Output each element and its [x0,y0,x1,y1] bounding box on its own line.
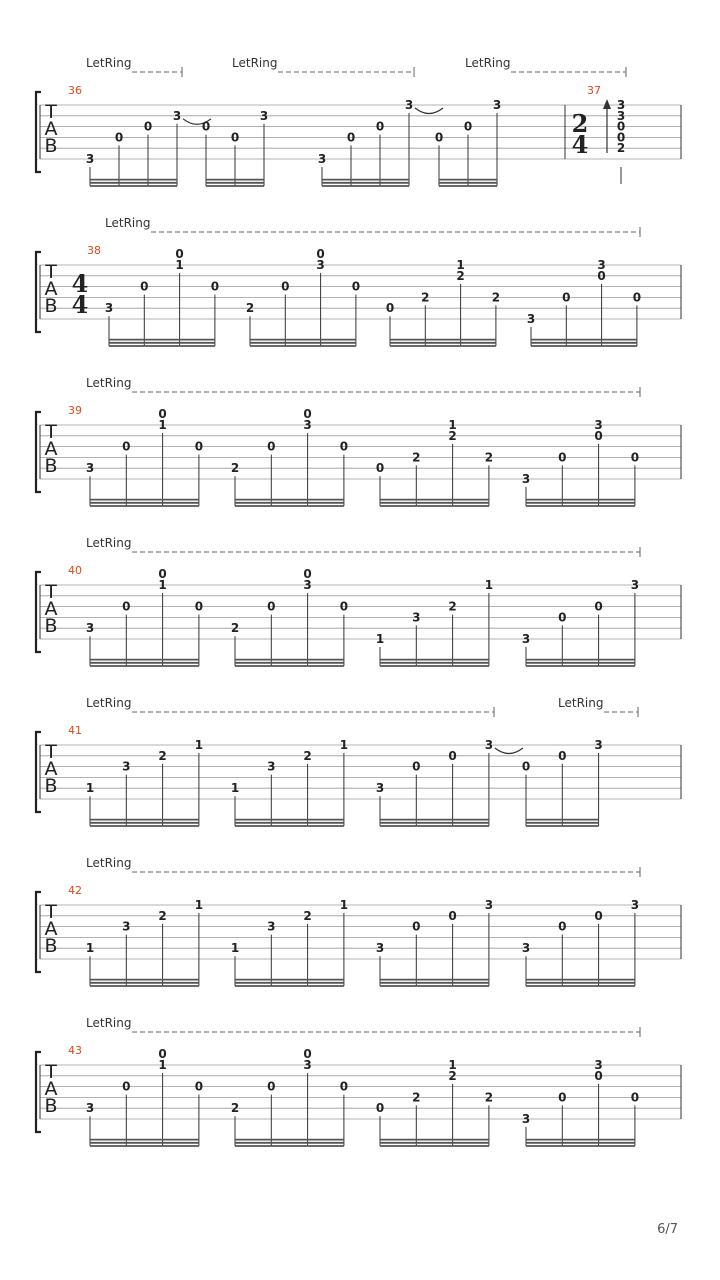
tab-clef-letter: B [44,295,58,317]
fret-number: 3 [616,108,626,123]
fret-number: 2 [158,748,167,763]
tab-clef-letter: B [44,135,58,157]
fret-number: 1 [448,418,457,432]
fret-number: 2 [491,290,501,305]
fret-number: 0 [412,759,421,774]
letring-label: LetRing [86,56,132,70]
tab-clef-letter: T [45,421,57,443]
fret-number: 0 [303,567,312,582]
tab-clef-letter: B [44,455,58,477]
fret-number: 1 [339,738,349,752]
fret-number: 0 [463,119,473,134]
time-signature-bottom: 4 [71,290,89,319]
fret-number: 3 [85,152,95,166]
fret-number: 0 [558,1090,567,1105]
fret-number: 0 [521,759,531,774]
fret-number: 0 [594,599,603,614]
tab-clef-letter: T [45,741,57,763]
fret-number: 3 [594,738,603,752]
fret-number: 3 [85,621,95,636]
fret-number: 1 [339,898,349,912]
tab-clef-letter: A [44,598,58,620]
fret-number: 0 [267,439,276,454]
tab-clef-letter: A [44,278,58,300]
fret-number: 3 [267,919,276,934]
fret-number: 3 [521,632,531,646]
fret-number: 2 [421,290,430,305]
fret-number: 1 [230,941,240,956]
fret-number: 0 [281,279,290,294]
fret-number: 0 [303,407,312,422]
fret-number: 3 [492,98,502,112]
fret-number: 3 [85,461,95,476]
letring-label: LetRing [86,536,132,550]
fret-number: 2 [448,1068,457,1083]
fret-number: 3 [594,418,603,432]
fret-number: 2 [303,908,312,923]
fret-number: 1 [158,418,167,432]
fret-number: 3 [85,1101,95,1116]
fret-number: 3 [597,258,606,272]
fret-number: 0 [434,130,444,145]
fret-number: 0 [562,290,571,305]
fret-number: 0 [230,130,240,145]
fret-number: 2 [230,621,240,636]
fret-number: 3 [303,578,312,592]
fret-number: 2 [448,599,457,614]
tab-clef-letter: A [44,758,58,780]
fret-number: 0 [158,407,167,422]
letring-label: LetRing [465,56,511,70]
fret-number: 1 [85,781,95,796]
fret-number: 3 [122,919,131,934]
fret-number: 1 [85,941,95,956]
tab-clef-letter: B [44,775,58,797]
fret-number: 0 [351,279,361,294]
bar-number: 41 [68,724,82,737]
fret-number: 0 [122,1079,131,1094]
time-signature-bottom: 4 [571,130,589,159]
fret-number: 2 [245,301,255,316]
fret-number: 3 [267,759,276,774]
bar-number: 39 [68,404,82,417]
fret-number: 0 [412,919,421,934]
fret-number: 0 [201,119,211,134]
fret-number: 3 [259,108,269,123]
fret-number: 1 [158,578,167,592]
fret-number: 2 [412,1090,421,1105]
fret-number: 0 [375,461,385,476]
fret-number: 0 [339,599,349,614]
fret-number: 0 [175,247,184,262]
fret-number: 0 [140,279,149,294]
fret-number: 3 [316,258,325,272]
fret-number: 3 [303,418,312,432]
fret-number: 3 [616,98,626,112]
fret-number: 3 [630,578,640,592]
fret-number: 2 [230,461,240,476]
fret-number: 3 [375,941,385,956]
fret-number: 0 [385,301,395,316]
fret-number: 3 [484,738,494,752]
fret-number: 0 [375,119,385,134]
fret-number: 3 [303,1058,312,1072]
fret-number: 1 [230,781,240,796]
fret-number: 0 [114,130,124,145]
fret-number: 0 [630,450,640,465]
fret-number: 0 [616,119,626,134]
fret-number: 0 [448,748,457,763]
letring-label: LetRing [86,696,132,710]
fret-number: 3 [526,312,536,326]
fret-number: 0 [303,1047,312,1062]
fret-number: 0 [448,908,457,923]
fret-number: 0 [632,290,642,305]
tab-clef-letter: B [44,1095,58,1117]
fret-number: 0 [339,439,349,454]
letring-label: LetRing [86,376,132,390]
fret-number: 0 [558,748,567,763]
tie-arc [415,108,443,114]
fret-number: 1 [375,632,385,646]
fret-number: 0 [594,428,603,443]
fret-number: 2 [484,450,494,465]
fret-number: 3 [122,759,131,774]
bar-number: 40 [68,564,82,577]
fret-number: 3 [521,941,531,956]
tab-clef-letter: T [45,1061,57,1083]
fret-number: 1 [448,1058,457,1072]
fret-number: 0 [210,279,220,294]
page-number: 6/7 [657,1222,678,1237]
fret-number: 1 [456,258,465,272]
fret-number: 2 [158,908,167,923]
tab-clef-letter: B [44,615,58,637]
fret-number: 0 [143,119,153,134]
fret-number: 2 [616,141,626,156]
fret-number: 0 [594,908,603,923]
fret-number: 0 [597,268,606,283]
tab-clef-letter: A [44,918,58,940]
bar-number: 38 [87,244,101,257]
fret-number: 2 [230,1101,240,1116]
tab-clef-letter: B [44,935,58,957]
tab-clef-letter: T [45,901,57,923]
tab-clef-letter: A [44,1078,58,1100]
fret-number: 3 [375,781,385,796]
fret-number: 1 [194,738,204,752]
fret-number: 2 [303,748,312,763]
fret-number: 3 [594,1058,603,1072]
fret-number: 2 [448,428,457,443]
fret-number: 0 [267,1079,276,1094]
fret-number: 2 [412,450,421,465]
fret-number: 0 [194,439,204,454]
bar-number: 42 [68,884,82,897]
strum-arrowhead [603,99,611,109]
fret-number: 3 [521,472,531,486]
fret-number: 0 [346,130,356,145]
letring-label: LetRing [232,56,278,70]
fret-number: 3 [404,98,414,112]
tie-arc [495,748,523,754]
fret-number: 0 [267,599,276,614]
fret-number: 0 [316,247,325,262]
tab-clef-letter: A [44,438,58,460]
tab-clef-letter: A [44,118,58,140]
fret-number: 1 [158,1058,167,1072]
fret-number: 0 [558,610,567,625]
tab-clef-letter: T [45,101,57,123]
fret-number: 0 [558,919,567,934]
time-signature-top: 2 [571,109,589,138]
letring-label: LetRing [86,856,132,870]
fret-number: 1 [484,578,494,592]
fret-number: 0 [339,1079,349,1094]
fret-number: 3 [104,301,114,316]
fret-number: 0 [158,567,167,582]
letring-label: LetRing [105,216,151,230]
fret-number: 1 [194,898,204,912]
fret-number: 3 [484,898,494,912]
fret-number: 0 [375,1101,385,1116]
fret-number: 3 [412,610,421,625]
fret-number: 2 [484,1090,494,1105]
fret-number: 0 [594,1068,603,1083]
letring-label: LetRing [558,696,604,710]
fret-number: 0 [122,599,131,614]
fret-number: 0 [616,130,626,145]
fret-number: 0 [194,1079,204,1094]
time-signature-top: 4 [71,269,89,298]
fret-number: 3 [521,1112,531,1126]
bar-number: 37 [587,84,601,97]
fret-number: 0 [194,599,204,614]
fret-number: 0 [158,1047,167,1062]
fret-number: 3 [172,108,182,123]
letring-label: LetRing [86,1016,132,1030]
bar-number: 36 [68,84,82,97]
fret-number: 0 [630,1090,640,1105]
tab-clef-letter: T [45,261,57,283]
fret-number: 2 [456,268,465,283]
fret-number: 3 [630,898,640,912]
fret-number: 0 [122,439,131,454]
tab-clef-letter: T [45,581,57,603]
fret-number: 0 [558,450,567,465]
bar-number: 43 [68,1044,82,1057]
fret-number: 1 [175,258,184,272]
fret-number: 3 [317,152,327,166]
